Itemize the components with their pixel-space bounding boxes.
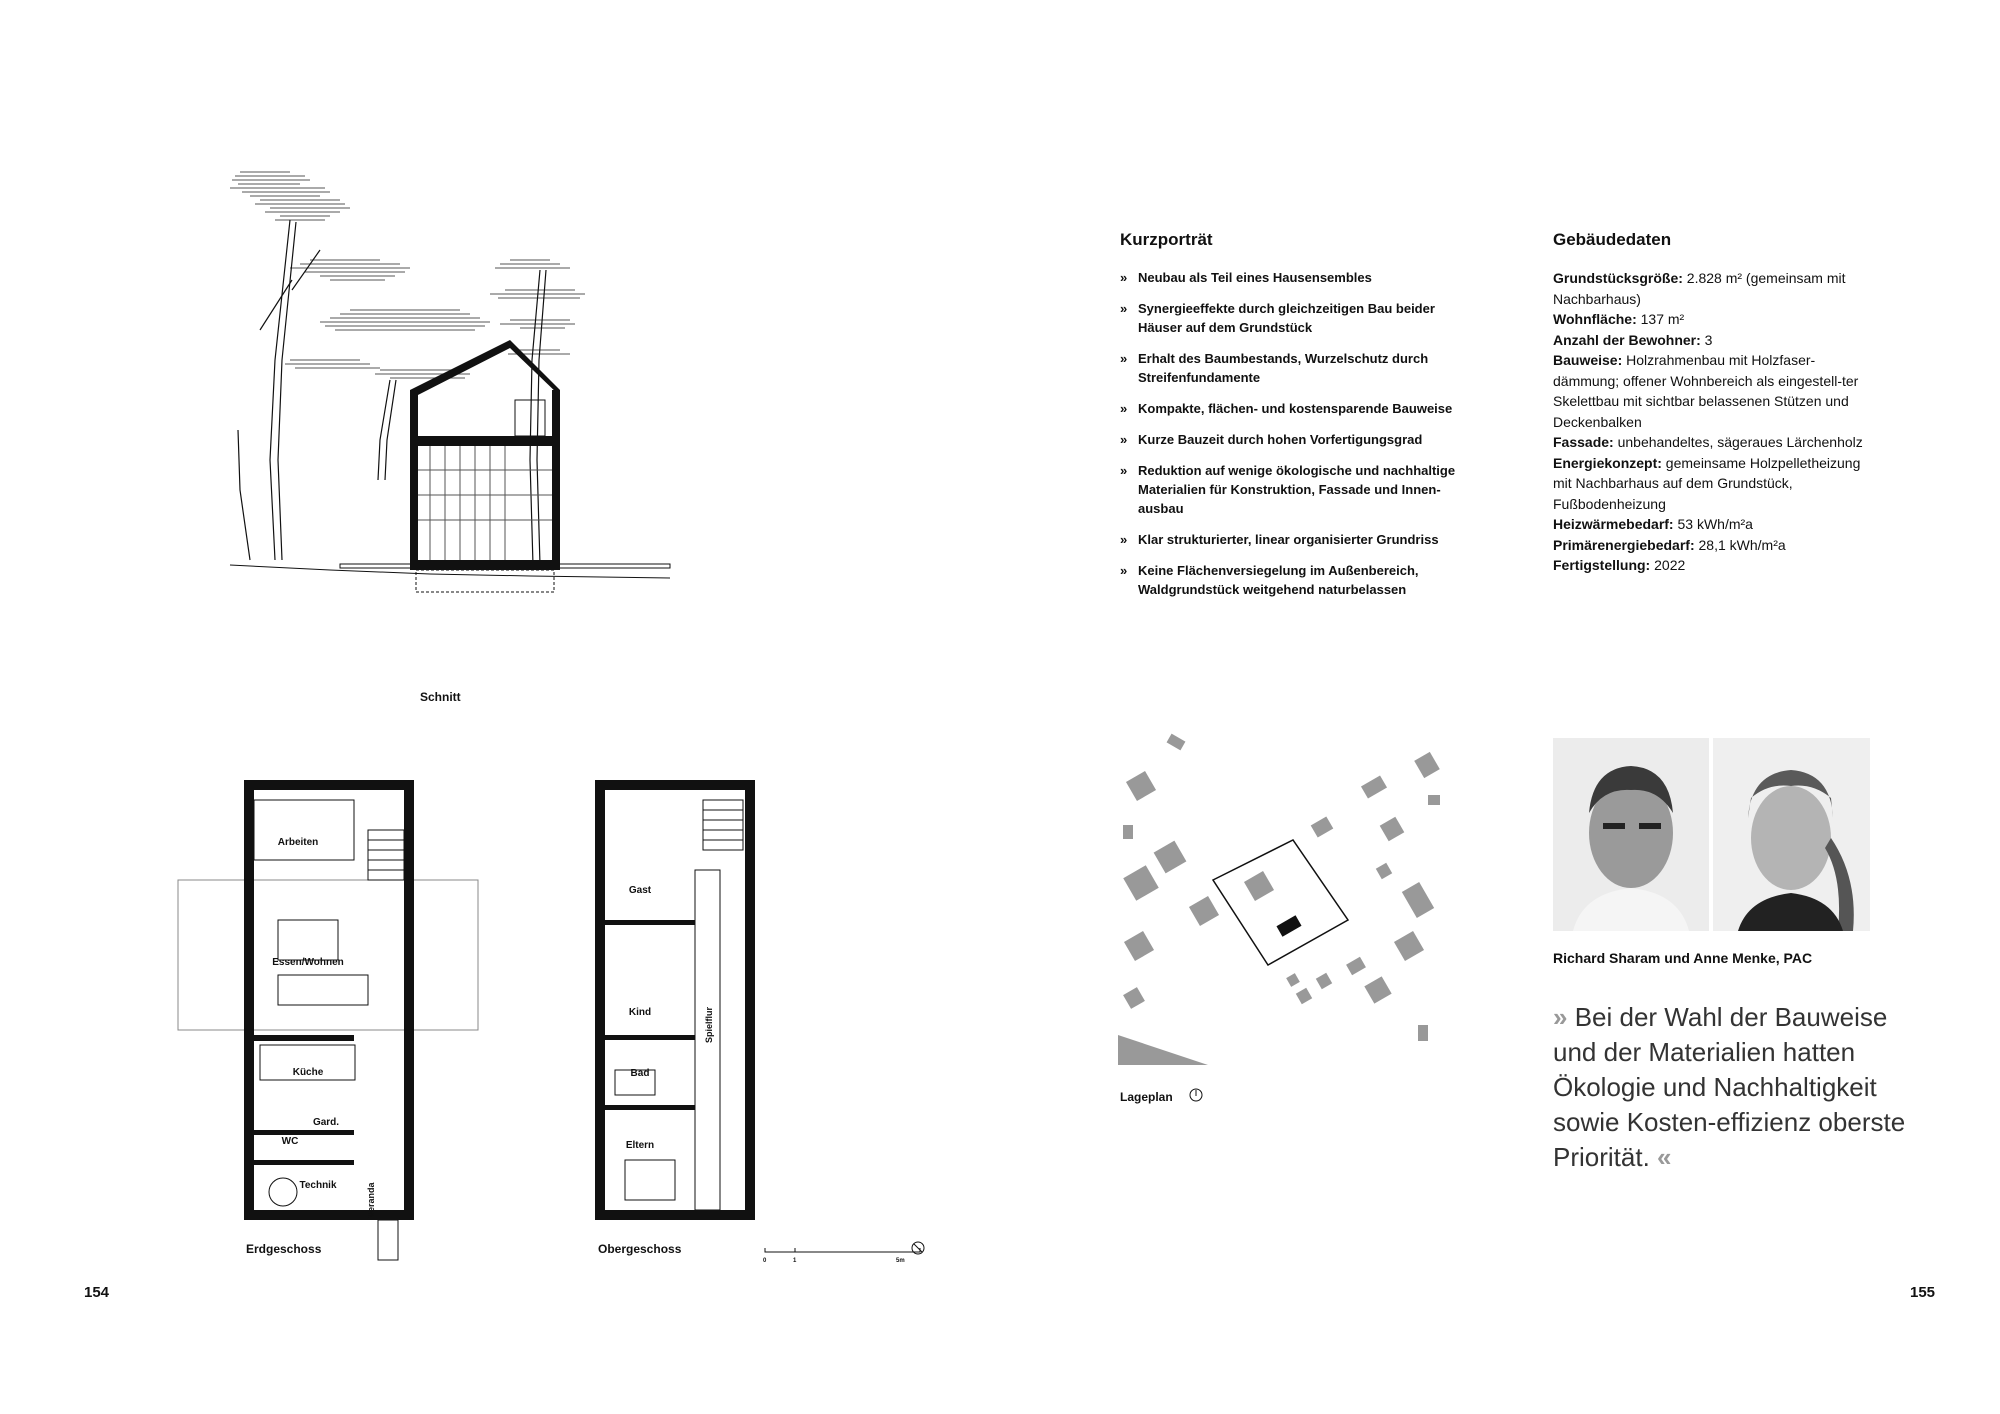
gd-key: Anzahl der Bewohner: — [1553, 331, 1701, 348]
room-gast: Gast — [628, 885, 652, 896]
kurzportraet-item: » Klar strukturierter, linear organisierter Grundriss — [1120, 530, 1478, 549]
room-bad: Bad — [630, 1068, 650, 1079]
gebaeudedaten-title: Gebäudedaten — [1553, 230, 1672, 249]
room-arbeiten: Arbeiten — [277, 837, 319, 848]
gd-key: Primärenergiebedarf: — [1553, 536, 1695, 553]
quote-close-mark: « — [1657, 1142, 1672, 1172]
ground-floor-plan — [178, 780, 478, 1260]
gebaeudedaten-row — [1553, 432, 1863, 453]
gd-key: Heizwärmebedarf: — [1553, 516, 1674, 532]
kurzportraet-item: » Erhalt des Baumbestands, Wurzelschutz durch Streifenfundamente — [1120, 349, 1478, 387]
gd-value: 137 m² — [1636, 311, 1685, 327]
architect-photo-richard — [1553, 738, 1709, 931]
gebaeudedaten-row — [1553, 514, 1863, 535]
room-wc: WC — [281, 1136, 299, 1147]
quote-text: Bei der Wahl der Bauweise und der Materialien hatten Ökologie und Nachhaltigkeit sowie Kosten-effizienz oberste Priorität. — [1553, 1002, 1906, 1172]
room-kind: Kind — [628, 1007, 652, 1018]
north-arrow-icon — [908, 1238, 928, 1258]
gebaeudedaten-list — [1553, 268, 1863, 576]
gebaeudedaten-row — [1553, 330, 1863, 351]
site-plan-caption: Lageplan — [1120, 1090, 1173, 1104]
gd-key: Fassade: — [1553, 434, 1614, 450]
gd-value: 3 — [1700, 331, 1713, 348]
gd-key: Energiekonzept: — [1553, 454, 1662, 471]
north-arrow-icon — [1188, 1087, 1204, 1103]
gd-key: Grundstücksgröße: — [1553, 270, 1683, 286]
pull-quote — [1553, 1000, 1913, 1175]
gebaeudedaten-section — [1553, 230, 1863, 576]
room-essen-wohnen: Essen/Wohnen — [272, 957, 344, 968]
kurzportraet-item: » Neubau als Teil eines Hausensembles — [1120, 268, 1478, 287]
quote-open-mark: » — [1553, 1002, 1568, 1032]
ground-floor-caption: Erdgeschoss — [246, 1242, 322, 1256]
room-technik: Technik — [299, 1180, 337, 1191]
kurzportraet-list — [1120, 268, 1478, 599]
gebaeudedaten-row — [1553, 535, 1863, 556]
gd-value: 28,1 kWh/m²a — [1694, 536, 1786, 553]
scale-bar — [760, 1238, 920, 1268]
scale-label-0: 0 — [763, 1258, 767, 1264]
section-caption: Schnitt — [420, 690, 461, 704]
kurzportraet-item: » Synergieeffekte durch gleichzeitigen Bau beider Häuser auf dem Grundstück — [1120, 299, 1478, 337]
room-gard: Gard. — [312, 1117, 340, 1128]
room-eltern: Eltern — [625, 1140, 655, 1151]
gd-value: 2.828 m² (gemeinsam mit Nachbarhaus) — [1553, 270, 1846, 307]
upper-floor-plan — [595, 780, 765, 1230]
gd-value: unbehandeltes, sägeraues Lärchenholz — [1613, 434, 1863, 450]
room-spielflur: Spielflur — [704, 1006, 714, 1044]
upper-floor-caption: Obergeschoss — [598, 1242, 682, 1256]
scale-label-1: 1 — [793, 1258, 797, 1264]
gebaeudedaten-row — [1553, 309, 1863, 330]
architect-photo-anne — [1713, 738, 1870, 931]
room-veranda: Veranda — [366, 1182, 376, 1218]
gebaeudedaten-row — [1553, 350, 1863, 432]
scale-label-5m: 5m — [896, 1258, 905, 1264]
gebaeudedaten-row — [1553, 268, 1863, 309]
gebaeudedaten-row — [1553, 453, 1863, 515]
site-plan — [1118, 735, 1448, 1075]
kurzportraet-title: Kurzporträt — [1120, 230, 1213, 249]
section-drawing — [230, 160, 690, 600]
kurzportraet-item: » Keine Flächenversiegelung im Außenbereich, Waldgrundstück weitgehend naturbelassen — [1120, 561, 1478, 599]
gd-value: 53 kWh/m²a — [1673, 516, 1753, 532]
kurzportraet-item: » Reduktion auf wenige ökologische und nachhaltige Materialien für Konstruktion, Fassade und Innen-ausbau — [1120, 461, 1478, 518]
gd-key: Fertigstellung: — [1553, 557, 1651, 573]
gd-value: Holzrahmenbau mit Holzfaser-dämmung; offener Wohnbereich als eingestell-ter Skelettbau mit sichtbar belassenen Stützen und Deckenbalken — [1553, 352, 1859, 430]
page-number-left: 154 — [84, 1284, 110, 1301]
kurzportraet-item: » Kurze Bauzeit durch hohen Vorfertigungsgrad — [1120, 430, 1478, 449]
gd-value: 2022 — [1650, 557, 1686, 573]
kurzportraet-item: » Kompakte, flächen- und kostensparende Bauweise — [1120, 399, 1478, 418]
gd-key: Wohnfläche: — [1553, 311, 1637, 327]
kurzportraet-section — [1120, 230, 1478, 611]
architects-caption: Richard Sharam und Anne Menke, PAC — [1553, 950, 1813, 966]
room-kueche: Küche — [292, 1067, 324, 1078]
gd-value: gemeinsame Holzpelletheizung mit Nachbarhaus auf dem Grundstück, Fußbodenheizung — [1553, 454, 1861, 512]
gd-key: Bauweise: — [1553, 352, 1623, 368]
page-number-right: 155 — [1910, 1284, 1936, 1301]
gebaeudedaten-row — [1553, 555, 1863, 576]
